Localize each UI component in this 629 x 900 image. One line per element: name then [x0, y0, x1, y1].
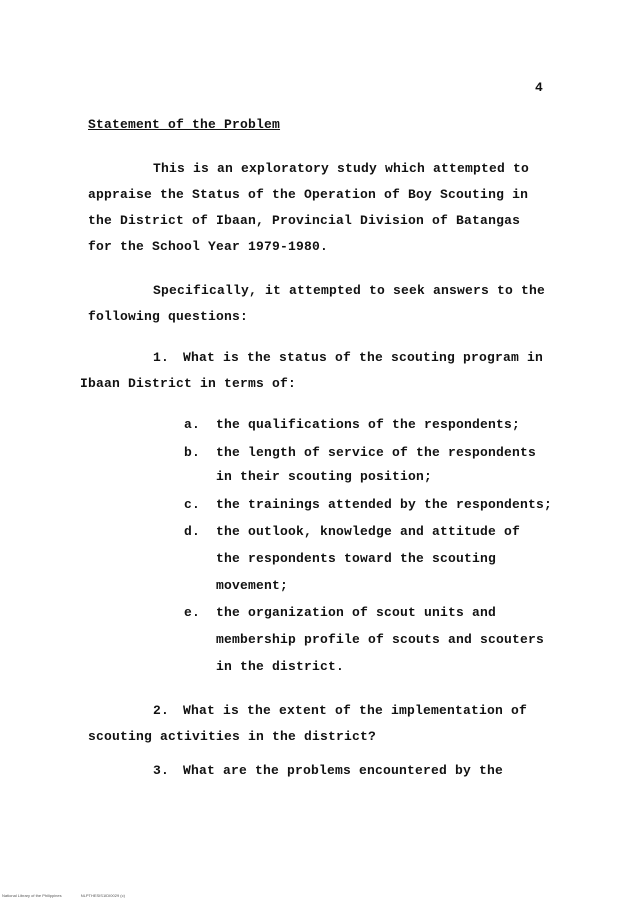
footer-library: National Library of the Philippines — [2, 893, 62, 898]
item-line: movement; — [216, 578, 289, 593]
item-line: in their scouting position; — [216, 469, 433, 484]
item-letter: b. — [184, 445, 201, 460]
item-line: the length of service of the respondents — [216, 445, 537, 460]
item-line: the trainings attended by the respondents; — [216, 497, 553, 512]
item-line: in the district. — [216, 659, 345, 674]
paragraph1-line: This is an exploratory study which attempted to — [153, 161, 530, 176]
paragraph1-line: the District of Ibaan, Provincial Division of Batangas — [88, 213, 521, 228]
question1-line: Ibaan District in terms of: — [80, 376, 297, 391]
question1-line: What is the status of the scouting program in — [183, 350, 544, 365]
item-line: the qualifications of the respondents; — [216, 417, 521, 432]
item-letter: c. — [184, 497, 201, 512]
question2-line: scouting activities in the district? — [88, 729, 377, 744]
question1-number: 1. — [153, 350, 170, 365]
question2-number: 2. — [153, 703, 170, 718]
item-line: membership profile of scouts and scouters — [216, 632, 545, 647]
item-letter: a. — [184, 417, 201, 432]
paragraph1-line: appraise the Status of the Operation of Boy Scouting in — [88, 187, 529, 202]
item-letter: d. — [184, 524, 201, 539]
question3-line: What are the problems encountered by the — [183, 763, 504, 778]
paragraph2-line: following questions: — [88, 309, 249, 324]
question3-number: 3. — [153, 763, 170, 778]
archive-footer — [2, 893, 143, 898]
item-line: the outlook, knowledge and attitude of — [216, 524, 521, 539]
item-line: the respondents toward the scouting — [216, 551, 497, 566]
paragraph1-line: for the School Year 1979-1980. — [88, 239, 329, 254]
footer-id: NLPTHESIS1IDI0029 (c) — [80, 893, 125, 898]
item-line: the organization of scout units and — [216, 605, 497, 620]
question2-line: What is the extent of the implementation of — [183, 703, 528, 718]
section-heading: Statement of the Problem — [88, 117, 281, 132]
page-number: 4 — [535, 80, 544, 95]
item-letter: e. — [184, 605, 201, 620]
paragraph2-line: Specifically, it attempted to seek answers to the — [153, 283, 546, 298]
